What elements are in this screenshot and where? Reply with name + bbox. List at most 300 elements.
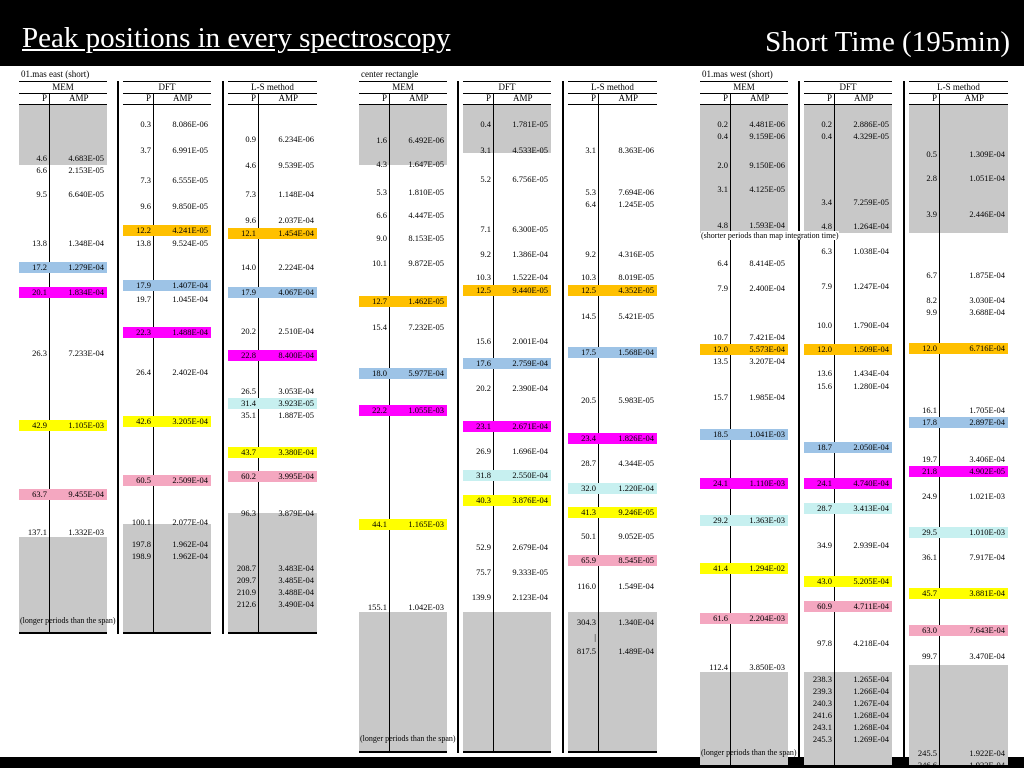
amp-value: 2.077E-04 [172, 517, 208, 527]
table-row [568, 145, 657, 156]
amp-value: 1.110E-03 [749, 478, 785, 488]
amp-value: 3.876E-04 [512, 495, 548, 505]
table-row [909, 149, 1008, 160]
amp-value: 2.897E-04 [969, 417, 1005, 427]
table-row [909, 625, 1008, 636]
period-value: 209.7 [236, 575, 256, 585]
amp-value: 6.300E-05 [512, 224, 548, 234]
amp-value: 1.247E-04 [853, 281, 889, 291]
table-row [700, 392, 788, 403]
table-row [700, 283, 788, 294]
table-row [804, 381, 892, 392]
period-value: 97.8 [817, 638, 832, 648]
method-name: DFT [123, 81, 211, 94]
amp-value: 1.810E-05 [408, 187, 444, 197]
period-value: 9.6 [245, 215, 256, 225]
amp-value: 2.037E-04 [278, 215, 314, 225]
table-row [909, 748, 1008, 759]
period-value: 60.9 [817, 601, 832, 611]
amp-value: 1.267E-04 [853, 698, 889, 708]
header-rule [123, 104, 211, 105]
amp-value: 4.125E-05 [749, 184, 785, 194]
period-value: 2.0 [717, 160, 728, 170]
period-value: 0.4 [480, 119, 491, 129]
table-row [909, 405, 1008, 416]
amp-value: 1.269E-04 [853, 734, 889, 744]
table-row [909, 343, 1008, 354]
amp-value: 9.052E-05 [618, 531, 654, 541]
gray-region [359, 612, 447, 751]
table-row [804, 576, 892, 587]
period-value: 10.3 [581, 272, 596, 282]
amp-value: 7.233E-04 [68, 348, 104, 358]
table-header [123, 81, 211, 105]
table-row [804, 698, 892, 709]
amp-value: 2.446E-04 [969, 209, 1005, 219]
table-separator [457, 81, 459, 753]
period-value: 12.0 [817, 344, 832, 354]
table-header [700, 81, 788, 105]
period-value: 6.6 [376, 210, 387, 220]
table-row [700, 344, 788, 355]
amp-value: 3.030E-04 [969, 295, 1005, 305]
table-row [804, 344, 892, 355]
amp-value: 1.887E-05 [278, 410, 314, 420]
amp-value: 2.886E-05 [853, 119, 889, 129]
table-row [700, 258, 788, 269]
amp-value: 2.400E-04 [749, 283, 785, 293]
table-row [19, 153, 107, 164]
table-row [568, 617, 657, 628]
table-bottom-rule [804, 765, 892, 767]
table-row [804, 674, 892, 685]
period-value: 137.1 [27, 527, 47, 537]
table-row [228, 160, 317, 171]
period-value: 9.2 [585, 249, 596, 259]
period-value: 304.3 [576, 617, 596, 627]
period-value: 40.3 [476, 495, 491, 505]
period-value: 17.6 [476, 358, 491, 368]
method-name: MEM [19, 81, 107, 94]
period-value: 3.9 [926, 209, 937, 219]
table-row [228, 215, 317, 226]
period-value: 22.3 [136, 327, 151, 337]
table-separator [222, 81, 224, 634]
amp-value: 6.555E-05 [172, 175, 208, 185]
table-row [228, 189, 317, 200]
table-row [804, 686, 892, 697]
period-value: 3.1 [585, 145, 596, 155]
table-row [804, 478, 892, 489]
table-header [228, 81, 317, 105]
amp-header: AMP [854, 93, 874, 103]
period-value: 197.8 [131, 539, 151, 549]
amp-value: 3.053E-04 [278, 386, 314, 396]
period-value: 20.5 [581, 395, 596, 405]
table-row [700, 563, 788, 574]
amp-header: AMP [69, 93, 89, 103]
table-header [804, 81, 892, 105]
table-row [123, 145, 211, 156]
table-row [463, 249, 551, 260]
table-row [568, 632, 657, 643]
amp-value: 3.995E-04 [278, 471, 314, 481]
table-row [123, 238, 211, 249]
amp-value: 6.640E-05 [68, 189, 104, 199]
period-value: 29.2 [713, 515, 728, 525]
table-row [463, 592, 551, 603]
table-row [700, 160, 788, 171]
period-value: 15.4 [372, 322, 387, 332]
period-value: 16.1 [922, 405, 937, 415]
table-header [568, 81, 657, 105]
period-value: 246.6 [917, 760, 937, 770]
amp-value: 1.696E-04 [512, 446, 548, 456]
period-value: 0.3 [140, 119, 151, 129]
period-value: 4.8 [717, 220, 728, 230]
amp-value: 1.051E-04 [969, 173, 1005, 183]
amp-value: 4.352E-05 [618, 285, 654, 295]
table-row [804, 197, 892, 208]
period-value: 210.9 [236, 587, 256, 597]
table-row [19, 420, 107, 431]
table-row [123, 327, 211, 338]
period-value: 4.3 [376, 159, 387, 169]
table-row [19, 287, 107, 298]
table-separator [562, 81, 564, 753]
period-value: 43.0 [817, 576, 832, 586]
period-value: 0.4 [717, 131, 728, 141]
table-row [909, 295, 1008, 306]
amp-value: 1.010E-03 [969, 527, 1005, 537]
period-value: 14.0 [241, 262, 256, 272]
amp-value: 4.218E-04 [853, 638, 889, 648]
table-row [700, 613, 788, 624]
period-value: 245.5 [917, 748, 937, 758]
period-value: 12.0 [713, 344, 728, 354]
table-row [568, 646, 657, 657]
table-row [804, 540, 892, 551]
amp-value: 3.413E-04 [853, 503, 889, 513]
table-row [228, 326, 317, 337]
table-row [359, 135, 447, 146]
table-bottom-rule [568, 751, 657, 753]
table-row [359, 296, 447, 307]
amp-value: 3.380E-04 [278, 447, 314, 457]
table-bottom-rule [463, 751, 551, 753]
amp-value: 5.205E-04 [853, 576, 889, 586]
table-row [909, 417, 1008, 428]
table-row [700, 119, 788, 130]
amp-value: 1.568E-04 [618, 347, 654, 357]
table-row [804, 368, 892, 379]
amp-value: 4.067E-04 [278, 287, 314, 297]
table-dft [123, 81, 211, 632]
table-row [463, 119, 551, 130]
table-separator [798, 81, 800, 767]
method-name: MEM [700, 81, 788, 94]
table-row [228, 471, 317, 482]
period-value: 26.3 [32, 348, 47, 358]
period-value: 61.6 [713, 613, 728, 623]
amp-value: 3.483E-04 [278, 563, 314, 573]
amp-value: 1.488E-04 [172, 327, 208, 337]
table-row [804, 442, 892, 453]
table-mem [19, 81, 107, 632]
amp-value: 2.550E-04 [512, 470, 548, 480]
amp-value: 1.790E-04 [853, 320, 889, 330]
amp-value: 1.489E-04 [618, 646, 654, 656]
period-value: 0.2 [717, 119, 728, 129]
longer-periods-note: (longer periods than the span) [360, 734, 456, 743]
table-row [568, 433, 657, 444]
table-row [804, 119, 892, 130]
period-value: 26.5 [241, 386, 256, 396]
period-value: 5.3 [376, 187, 387, 197]
amp-value: 9.150E-06 [749, 160, 785, 170]
period-value: 41.3 [581, 507, 596, 517]
amp-value: 3.488E-04 [278, 587, 314, 597]
period-value: 52.9 [476, 542, 491, 552]
method-name: DFT [463, 81, 551, 94]
period-value: 63.7 [32, 489, 47, 499]
table-row [804, 722, 892, 733]
period-value: 6.4 [717, 258, 728, 268]
amp-header: AMP [278, 93, 299, 103]
period-value: 12.7 [372, 296, 387, 306]
period-value: 63.0 [922, 625, 937, 635]
table-row [568, 249, 657, 260]
period-value: 7.1 [480, 224, 491, 234]
amp-value: 3.485E-04 [278, 575, 314, 585]
amp-header: AMP [964, 93, 985, 103]
amp-value: 8.086E-06 [172, 119, 208, 129]
table-row [700, 184, 788, 195]
period-value: 5.2 [480, 174, 491, 184]
period-value: 15.7 [713, 392, 728, 402]
table-row [463, 383, 551, 394]
table-row [463, 224, 551, 235]
amp-value: 2.390E-04 [512, 383, 548, 393]
period-value: 0.4 [821, 131, 832, 141]
period-header: P [381, 93, 387, 103]
period-value: 18.0 [372, 368, 387, 378]
period-value: 7.3 [245, 189, 256, 199]
period-value: 9.9 [926, 307, 937, 317]
table-row [359, 602, 447, 613]
gray-region [463, 612, 551, 751]
table-row [123, 416, 211, 427]
header-rule [228, 104, 317, 105]
table-row [463, 272, 551, 283]
amp-value: 1.280E-04 [853, 381, 889, 391]
amp-value: 1.309E-04 [969, 149, 1005, 159]
table-row [568, 272, 657, 283]
table-row [123, 367, 211, 378]
column-divider [834, 93, 835, 765]
table-row [700, 515, 788, 526]
amp-value: 4.533E-05 [512, 145, 548, 155]
table-header [19, 81, 107, 105]
table-row [19, 489, 107, 500]
amp-value: 1.105E-03 [68, 420, 104, 430]
period-value: 10.7 [713, 332, 728, 342]
amp-header: AMP [409, 93, 429, 103]
table-bottom-rule [19, 632, 107, 634]
table-row [909, 760, 1008, 771]
column-divider [939, 93, 940, 765]
amp-value: 1.386E-04 [512, 249, 548, 259]
table-row [123, 225, 211, 236]
period-value: 65.9 [581, 555, 596, 565]
period-header: P [722, 93, 728, 103]
table-row [568, 199, 657, 210]
table-row [19, 165, 107, 176]
table-mem [359, 81, 447, 751]
table-row [804, 734, 892, 745]
panel-title: center rectangle [361, 69, 419, 79]
amp-value: 9.159E-06 [749, 131, 785, 141]
amp-value: 4.740E-04 [853, 478, 889, 488]
page-subtitle: Short Time (195min) [765, 26, 1010, 58]
table-dft [463, 81, 551, 751]
amp-value: 1.705E-04 [969, 405, 1005, 415]
period-value: 2.8 [926, 173, 937, 183]
amp-value: 3.490E-04 [278, 599, 314, 609]
header-rule [700, 104, 788, 105]
amp-value: 1.021E-03 [969, 491, 1005, 501]
amp-value: 9.872E-05 [408, 258, 444, 268]
amp-value: 8.153E-05 [408, 233, 444, 243]
table-row [463, 145, 551, 156]
period-value: 15.6 [476, 336, 491, 346]
period-value: 6.3 [821, 246, 832, 256]
table-row [463, 336, 551, 347]
period-value: 41.4 [713, 563, 728, 573]
table-row [228, 228, 317, 239]
longer-periods-note: (longer periods than the span) [20, 616, 116, 625]
period-value: 3.4 [821, 197, 832, 207]
amp-value: 5.983E-05 [618, 395, 654, 405]
period-value: 18.5 [713, 429, 728, 439]
amp-value: 1.041E-03 [749, 429, 785, 439]
period-value: 0.2 [821, 119, 832, 129]
amp-value: 2.671E-04 [512, 421, 548, 431]
period-value: 10.0 [817, 320, 832, 330]
table-row [359, 519, 447, 530]
period-value: 0.5 [926, 149, 937, 159]
period-value: 99.7 [922, 651, 937, 661]
period-value: 817.5 [576, 646, 596, 656]
amp-value: 1.549E-04 [618, 581, 654, 591]
period-value: 32.0 [581, 483, 596, 493]
table-row [123, 119, 211, 130]
title-bar [0, 0, 1024, 66]
period-header: P [826, 93, 832, 103]
amp-value: 4.329E-05 [853, 131, 889, 141]
amp-value: 1.042E-03 [408, 602, 444, 612]
amp-value: 3.470E-04 [969, 651, 1005, 661]
table-row [568, 531, 657, 542]
table-row [228, 563, 317, 574]
amp-value: 5.977E-04 [408, 368, 444, 378]
table-row [359, 405, 447, 416]
amp-value: 1.148E-04 [278, 189, 314, 199]
table-l-s-method [568, 81, 657, 751]
period-value: 12.2 [136, 225, 151, 235]
period-value: 20.2 [476, 383, 491, 393]
period-value: 18.7 [817, 442, 832, 452]
amp-value: 2.001E-04 [512, 336, 548, 346]
period-value: 45.7 [922, 588, 937, 598]
period-value: 13.8 [136, 238, 151, 248]
amp-value: 9.440E-05 [512, 285, 548, 295]
period-value: 19.7 [922, 454, 937, 464]
table-row [228, 262, 317, 273]
amp-value: 2.939E-04 [853, 540, 889, 550]
period-value: 24.1 [713, 478, 728, 488]
amp-value: 1.265E-04 [853, 674, 889, 684]
amp-value: 8.400E-04 [278, 350, 314, 360]
header-rule [568, 104, 657, 105]
period-value: 21.8 [922, 466, 937, 476]
amp-value: 3.879E-04 [278, 508, 314, 518]
period-value: 9.5 [36, 189, 47, 199]
table-row [19, 527, 107, 538]
amp-value: 2.224E-04 [278, 262, 314, 272]
table-row [19, 189, 107, 200]
amp-value: 5.573E-04 [749, 344, 785, 354]
table-row [123, 475, 211, 486]
table-bottom-rule [123, 632, 211, 634]
amp-value: 3.406E-04 [969, 454, 1005, 464]
period-value: 212.6 [236, 599, 256, 609]
amp-value: 1.462E-05 [408, 296, 444, 306]
amp-value: 3.850E-03 [749, 662, 785, 672]
period-value: 7.9 [717, 283, 728, 293]
period-value: 15.6 [817, 381, 832, 391]
amp-value: 6.234E-06 [278, 134, 314, 144]
period-value: 112.4 [709, 662, 728, 672]
period-value: 5.3 [585, 187, 596, 197]
period-value: 3.1 [717, 184, 728, 194]
period-value: 19.7 [136, 294, 151, 304]
amp-value: 8.545E-05 [618, 555, 654, 565]
table-row [359, 322, 447, 333]
amp-value: 4.902E-05 [969, 466, 1005, 476]
table-row [228, 508, 317, 519]
panel-title: 01.mas west (short) [702, 69, 773, 79]
period-value: 28.7 [581, 458, 596, 468]
method-name: DFT [804, 81, 892, 94]
table-dft [804, 81, 892, 765]
table-row [804, 246, 892, 257]
amp-value: 1.962E-04 [172, 539, 208, 549]
longer-periods-note: (longer periods than the span) [701, 748, 797, 757]
amp-value: 2.509E-04 [172, 475, 208, 485]
amp-value: 1.045E-04 [172, 294, 208, 304]
amp-value: 1.985E-04 [749, 392, 785, 402]
period-value: 43.7 [241, 447, 256, 457]
table-row [463, 421, 551, 432]
table-row [909, 651, 1008, 662]
table-row [228, 587, 317, 598]
period-value: 17.8 [922, 417, 937, 427]
table-row [123, 551, 211, 562]
period-value: 12.0 [922, 343, 937, 353]
amp-value: 4.683E-05 [68, 153, 104, 163]
table-row [909, 491, 1008, 502]
